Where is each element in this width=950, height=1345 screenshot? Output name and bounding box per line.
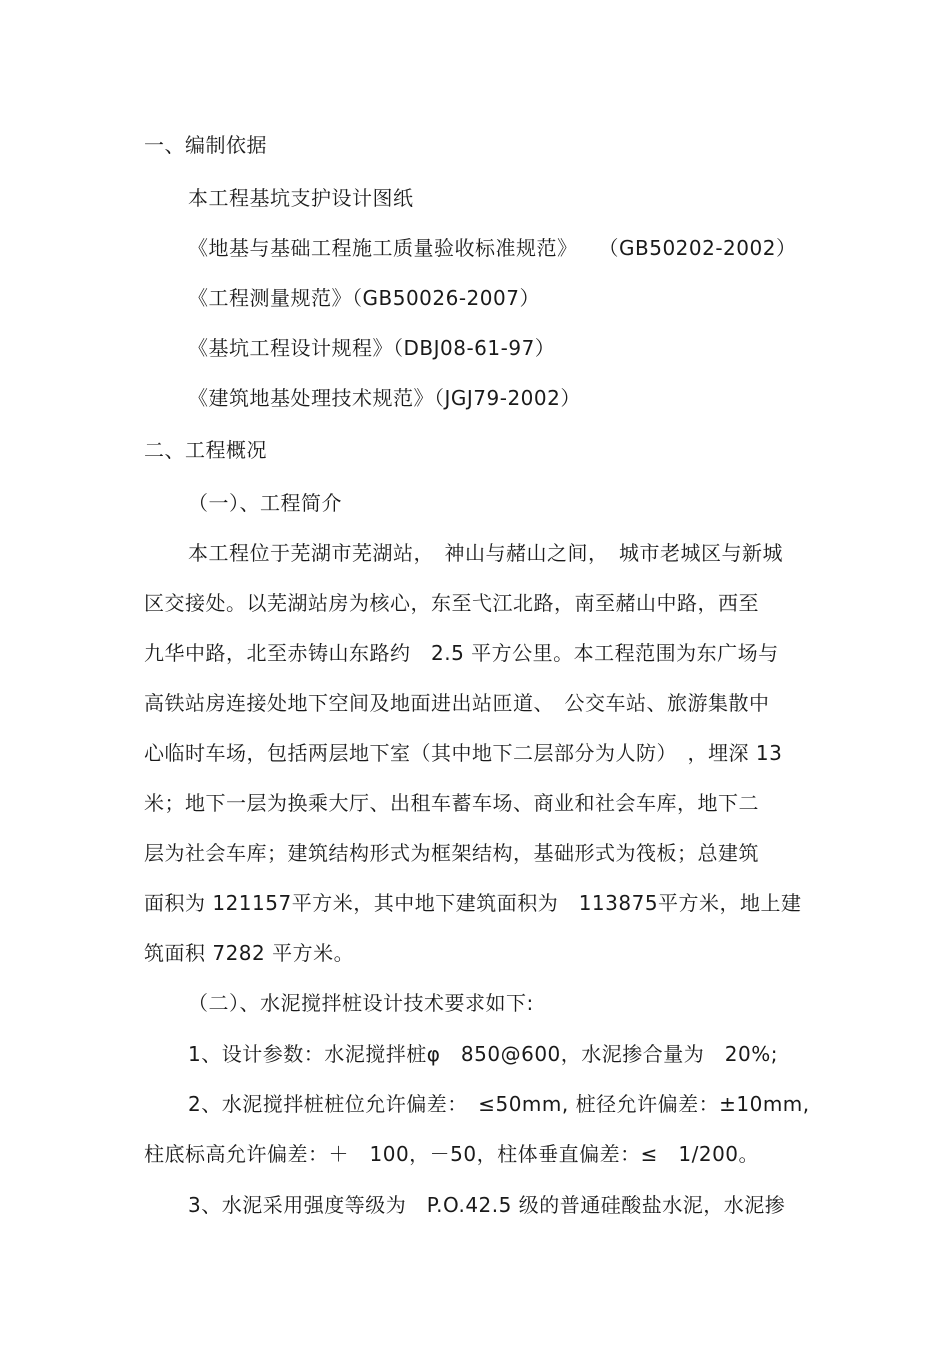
paragraph-line: 筑面积 7282 平方米。 <box>144 941 355 965</box>
paragraph-line: 九华中路，北至赤铸山东路约 2.5 平方公里。本工程范围为东广场与 <box>144 641 779 665</box>
section-heading-basis: 一、编制依据 <box>144 133 267 157</box>
basis-item: 《工程测量规范》（GB50026-2007） <box>188 286 540 310</box>
paragraph-line: 高铁站房连接处地下空间及地面进出站匝道、 公交车站、旅游集散中 <box>144 691 770 715</box>
subheading-requirements: （二）、水泥搅拌桩设计技术要求如下: <box>188 991 534 1015</box>
basis-item: 《地基与基础工程施工质量验收标准规范》 （GB50202-2002） <box>188 236 797 260</box>
requirement-item: 3、水泥采用强度等级为 P.O.42.5 级的普通硅酸盐水泥，水泥掺 <box>188 1193 786 1217</box>
paragraph-line: 米；地下一层为换乘大厅、出租车蓄车场、商业和社会车库，地下二 <box>144 791 759 815</box>
basis-item: 本工程基坑支护设计图纸 <box>188 186 414 210</box>
requirement-item: 2、水泥搅拌桩桩位允许偏差： ≤50mm, 桩径允许偏差：±10mm, <box>188 1092 810 1116</box>
paragraph-line: 面积为 121157平方米，其中地下建筑面积为 113875平方米，地上建 <box>144 891 802 915</box>
paragraph-line: 本工程位于芜湖市芜湖站， 神山与赭山之间， 城市老城区与新城 <box>188 541 783 565</box>
basis-item: 《建筑地基处理技术规范》（JGJ79-2002） <box>188 386 581 410</box>
section-heading-overview: 二、工程概况 <box>144 438 267 462</box>
basis-item: 《基坑工程设计规程》（DBJ08-61-97） <box>188 336 556 360</box>
paragraph-line: 心临时车场，包括两层地下室（其中地下二层部分为人防） ，埋深 13 <box>144 741 783 765</box>
subheading-intro: （一）、工程简介 <box>188 491 342 515</box>
requirement-item: 1、设计参数：水泥搅拌桩φ 850@600，水泥掺合量为 20%; <box>188 1042 778 1066</box>
paragraph-line: 层为社会车库；建筑结构形式为框架结构，基础形式为筏板；总建筑 <box>144 841 759 865</box>
requirement-item-continued: 柱底标高允许偏差：＋ 100，－50，柱体垂直偏差：≤ 1/200。 <box>144 1142 760 1166</box>
paragraph-line: 区交接处。以芜湖站房为核心，东至弋江北路，南至赭山中路，西至 <box>144 591 759 615</box>
